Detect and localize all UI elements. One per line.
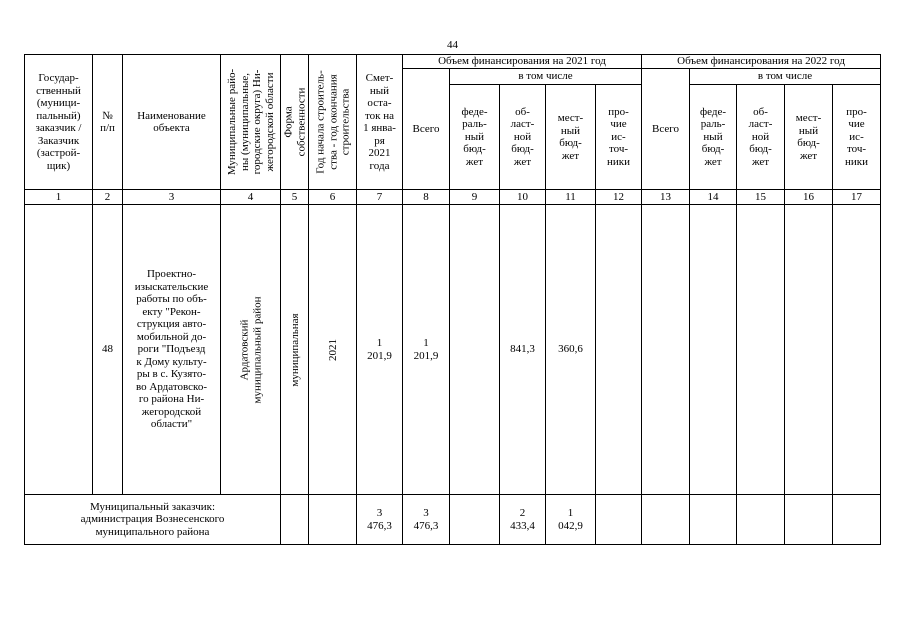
- total-row: [25, 495, 881, 545]
- column-number: 5: [281, 190, 309, 205]
- header-years: [309, 55, 357, 190]
- header-funding-2022: Объем финансирования на 2022 год: [642, 55, 881, 69]
- row-ownership: [281, 205, 309, 495]
- header-estimate-balance: Смет- ный оста- ток на 1 янва- ря 2021 года: [357, 55, 403, 190]
- header-municipality: [221, 55, 281, 190]
- column-number: 10: [500, 190, 546, 205]
- row-total-2021: 1 201,9: [403, 205, 450, 495]
- header-other-2022: про- чие ис- точ- ники: [833, 85, 881, 190]
- total-other-2022: [833, 495, 881, 545]
- total-row-label: Муниципальный заказчик: администрация Вознесенского муниципального района: [25, 495, 281, 545]
- header-funding-2021: Объем финансирования на 2021 год: [403, 55, 642, 69]
- row-object-name: Проектно- изыскательские работы по объ- екту "Рекон- струкция авто- мобильной до- роги "Подъезд к Дому культу- ры в с. Кузято- во Ардатовско- го района Ни- жегородской области": [123, 205, 221, 495]
- header-ownership: [281, 55, 309, 190]
- row-num: 48: [93, 205, 123, 495]
- row-regional-2021: 841,3: [500, 205, 546, 495]
- header-other-2021: про- чие ис- точ- ники: [596, 85, 642, 190]
- total-local-2021: 1 042,9: [546, 495, 596, 545]
- header-total-2021: Всего: [403, 69, 450, 190]
- column-number: 14: [690, 190, 737, 205]
- column-number: 4: [221, 190, 281, 205]
- header-total-2022: Всего: [642, 69, 690, 190]
- column-numbers-row: [25, 190, 881, 205]
- row-estimate-balance: 1 201,9: [357, 205, 403, 495]
- header-including-2022: в том числе: [690, 69, 881, 85]
- total-estimate-balance: 3 476,3: [357, 495, 403, 545]
- column-number: 17: [833, 190, 881, 205]
- total-other-2021: [596, 495, 642, 545]
- row-other-2022: [833, 205, 881, 495]
- column-number: 11: [546, 190, 596, 205]
- column-number: 9: [450, 190, 500, 205]
- column-number: 15: [737, 190, 785, 205]
- page-number: 44: [447, 39, 458, 51]
- row-federal-2022: [690, 205, 737, 495]
- header-num: № п/п: [93, 55, 123, 190]
- total-regional-2021: 2 433,4: [500, 495, 546, 545]
- header-municipality-text: Муниципальные райо- ны (муниципальные, городские округа) Ни- жегородской области: [225, 68, 275, 176]
- column-number: 1: [25, 190, 93, 205]
- column-number: 3: [123, 190, 221, 205]
- row-municipality: [221, 205, 281, 495]
- total-total-2022: [642, 495, 690, 545]
- row-federal-2021: [450, 205, 500, 495]
- table-row: [25, 205, 881, 495]
- row-regional-2022: [737, 205, 785, 495]
- column-number: 12: [596, 190, 642, 205]
- total-total-2021: 3 476,3: [403, 495, 450, 545]
- total-years: [309, 495, 357, 545]
- column-number: 2: [93, 190, 123, 205]
- total-federal-2022: [690, 495, 737, 545]
- row-total-2022: [642, 205, 690, 495]
- total-federal-2021: [450, 495, 500, 545]
- row-ownership-text: муниципальная: [288, 312, 301, 387]
- column-number: 7: [357, 190, 403, 205]
- row-local-2021: 360,6: [546, 205, 596, 495]
- column-number: 13: [642, 190, 690, 205]
- total-local-2022: [785, 495, 833, 545]
- total-regional-2022: [737, 495, 785, 545]
- row-other-2021: [596, 205, 642, 495]
- header-years-text: Год начала строитель- ства - год окончания строительства: [313, 70, 351, 174]
- header-object-name: Наименование объекта: [123, 55, 221, 190]
- column-number: 8: [403, 190, 450, 205]
- row-years-text: 2021: [326, 338, 339, 361]
- row-customer: [25, 205, 93, 495]
- header-regional-2022: об- ласт- ной бюд- жет: [737, 85, 785, 190]
- header-local-2021: мест- ный бюд- жет: [546, 85, 596, 190]
- row-local-2022: [785, 205, 833, 495]
- header-local-2022: мест- ный бюд- жет: [785, 85, 833, 190]
- header-ownership-text: Форма собственности: [282, 87, 307, 157]
- header-including-2021: в том числе: [450, 69, 642, 85]
- row-years: [309, 205, 357, 495]
- column-number: 6: [309, 190, 357, 205]
- header-customer: Государ- ственный (муници- пальный) заказчик / Заказчик (застрой- щик): [25, 55, 93, 190]
- header-federal-2021: феде- раль- ный бюд- жет: [450, 85, 500, 190]
- funding-table: [24, 54, 881, 545]
- header-federal-2022: феде- раль- ный бюд- жет: [690, 85, 737, 190]
- total-ownership: [281, 495, 309, 545]
- column-number: 16: [785, 190, 833, 205]
- row-municipality-text: Ардатовский муниципальный район: [238, 296, 263, 403]
- header-regional-2021: об- ласт- ной бюд- жет: [500, 85, 546, 190]
